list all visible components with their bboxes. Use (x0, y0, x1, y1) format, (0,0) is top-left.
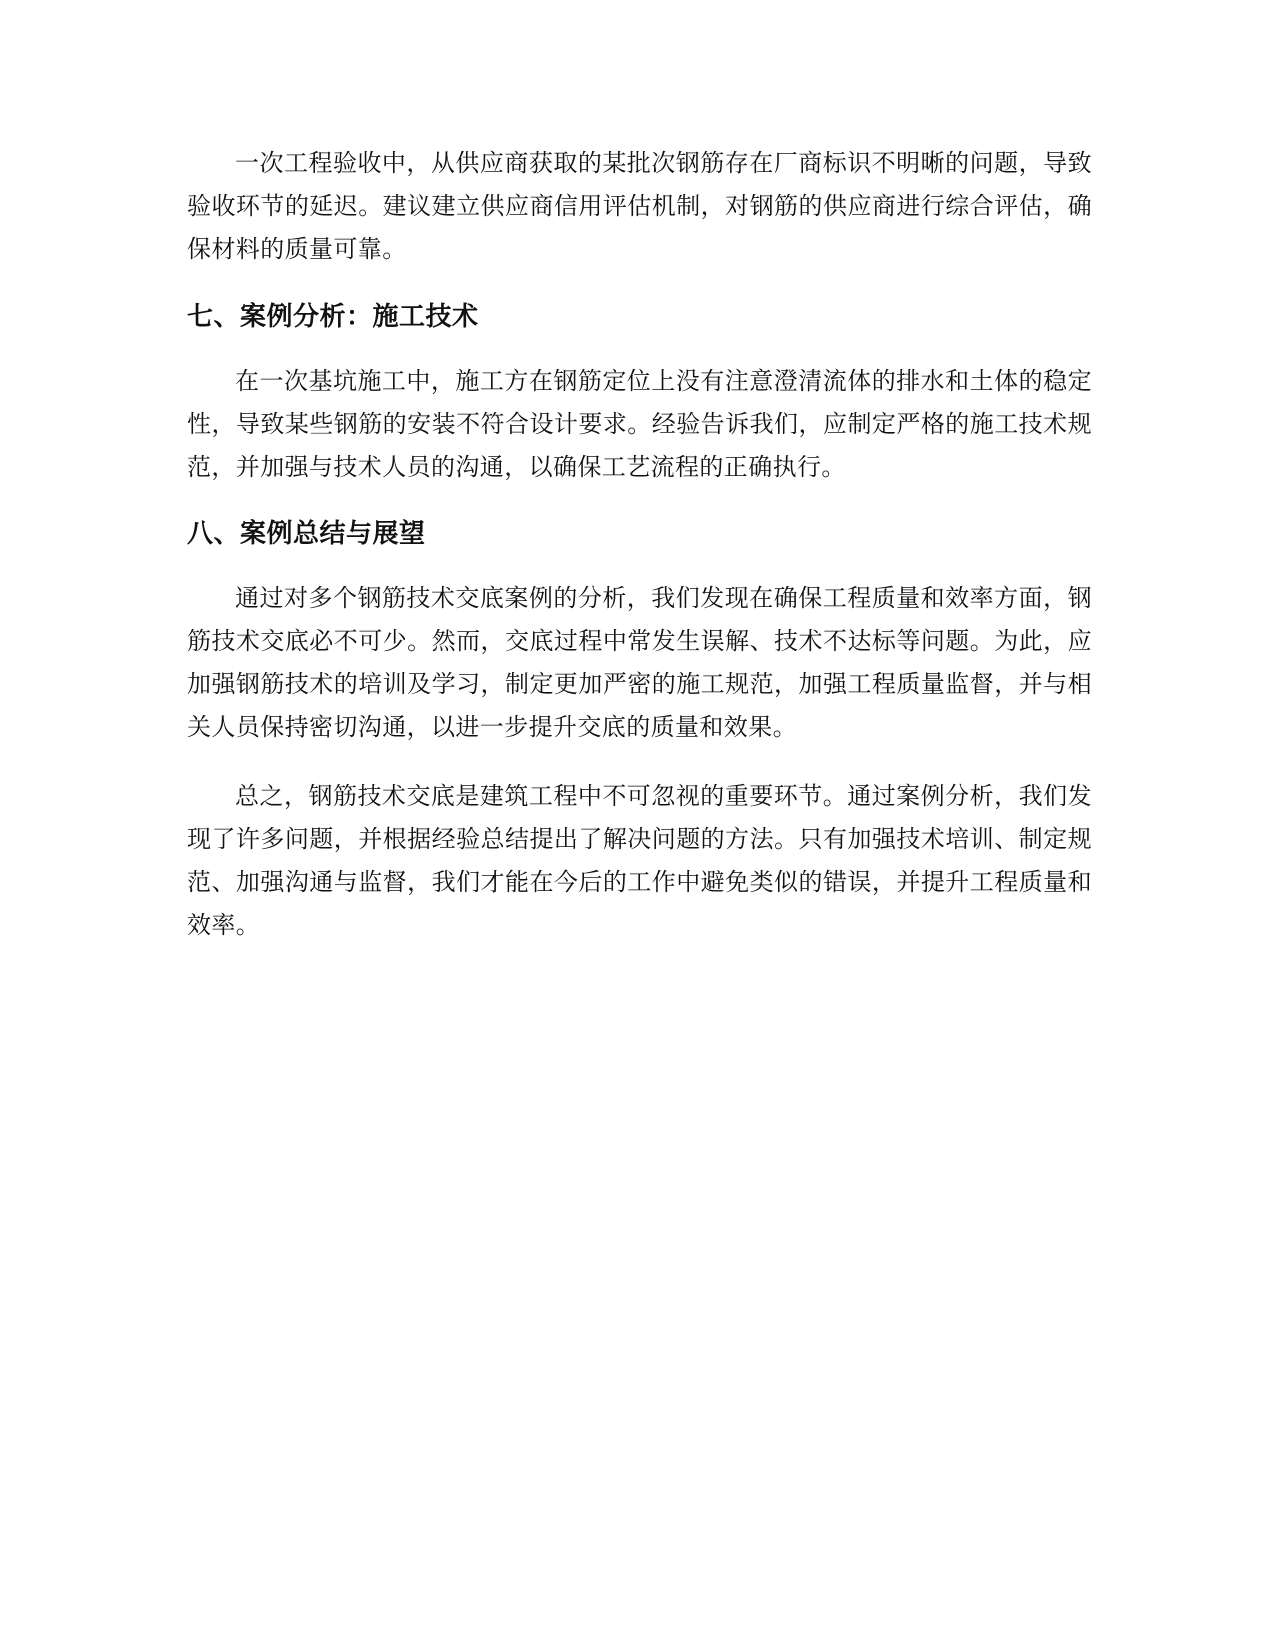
paragraph-summary: 通过对多个钢筋技术交底案例的分析，我们发现在确保工程质量和效率方面，钢筋技术交底必不可少。然而，交底过程中常发生误解、技术不达标等问题。为此，应加强钢筋技术的培训及学习，制定更加严密的施工规范，加强工程质量监督，并与相关人员保持密切沟通，以进一步提升交底的质量和效果。 (187, 584, 1092, 741)
paragraph-supplier-issue: 一次工程验收中，从供应商获取的某批次钢筋存在厂商标识不明晰的问题，导致验收环节的延迟。建议建立供应商信用评估机制，对钢筋的供应商进行综合评估，确保材料的质量可靠。 (187, 149, 1092, 263)
section-heading-7: 七、案例分析：施工技术 (187, 302, 479, 332)
section-heading-8: 八、案例总结与展望 (187, 519, 426, 549)
paragraph-construction-technique: 在一次基坑施工中，施工方在钢筋定位上没有注意澄清流体的排水和土体的稳定性，导致某些钢筋的安装不符合设计要求。经验告诉我们，应制定严格的施工技术规范，并加强与技术人员的沟通，以确保工艺流程的正确执行。 (187, 367, 1092, 481)
paragraph-conclusion: 总之，钢筋技术交底是建筑工程中不可忽视的重要环节。通过案例分析，我们发现了许多问题，并根据经验总结提出了解决问题的方法。只有加强技术培训、制定规范、加强沟通与监督，我们才能在今后的工作中避免类似的错误，并提升工程质量和效率。 (187, 782, 1092, 939)
